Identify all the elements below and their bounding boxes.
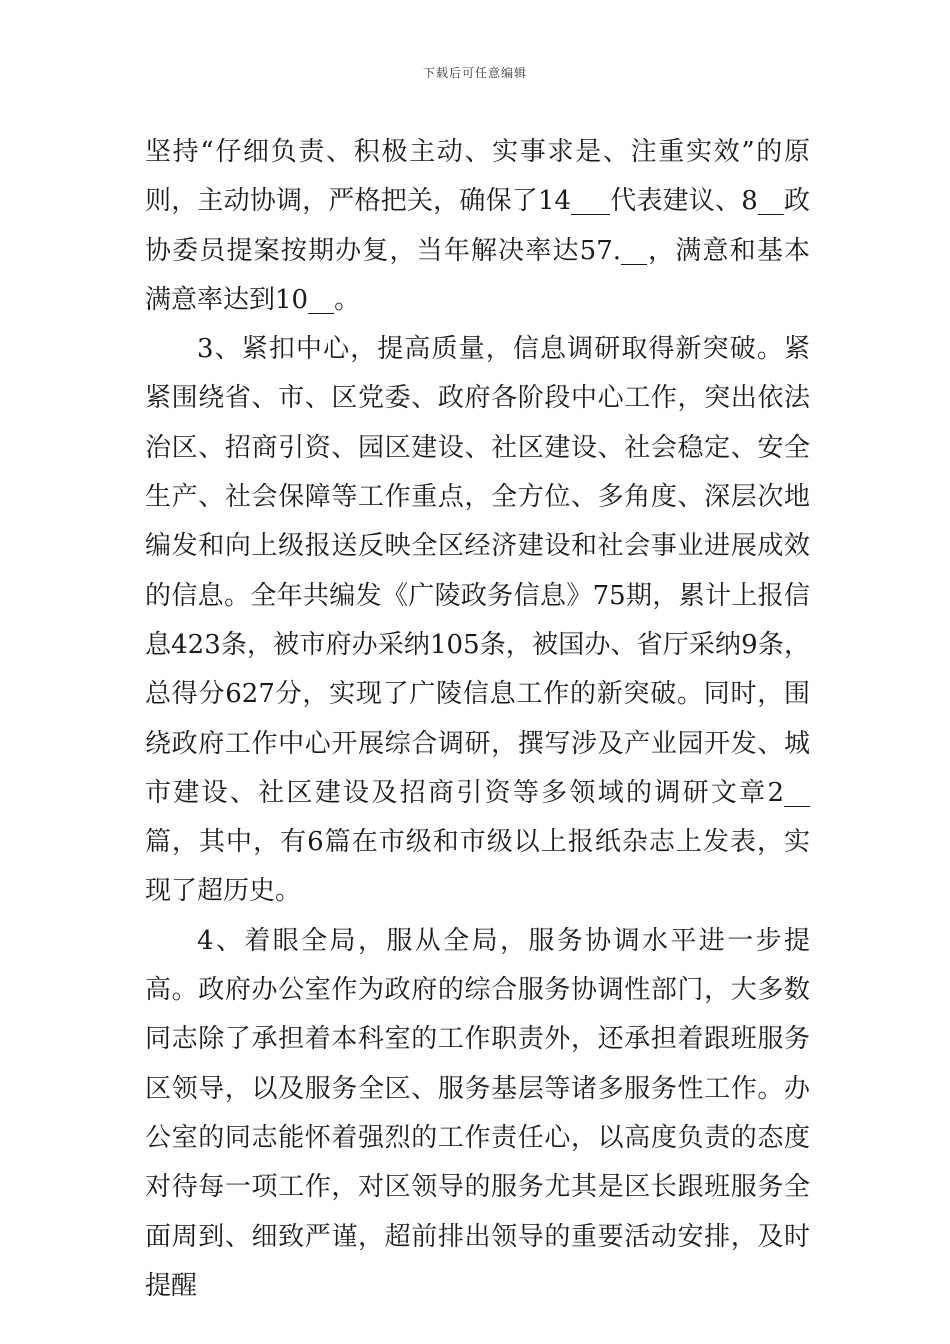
paragraph-1: 坚持“仔细负责、积极主动、实事求是、注重实效”的原则，主动协调，严格把关，确保了14___代表建议、8__政协委员提案按期办复，当年解决率达57.__，满意和基本满意率达到10__。 <box>145 137 810 315</box>
paragraph-3: 4、着眼全局，服从全局，服务协调水平进一步提高。政府办公室作为政府的综合服务协调性部门，大多数同志除了承担着本科室的工作职责外，还承担着跟班服务区领导，以及服务全区、服务基层等诸多服务性工作。办公室的同志能怀着强烈的工作责任心，以高度负责的态度对待每一项工作，对区领导的服务尤其是区长跟班服务全面周到、细致严谨，超前排出领导的重要活动安排，及时提醒 <box>145 925 810 1301</box>
page-header-note: 下载后可任意编辑 <box>422 66 527 80</box>
paragraph-2: 3、紧扣中心，提高质量，信息调研取得新突破。紧紧围绕省、市、区党委、政府各阶段中心工作，突出依法治区、招商引资、园区建设、社区建设、社会稳定、安全生产、社会保障等工作重点，全方位、多角度、深层次地编发和向上级报送反映全区经济建设和社会事业进展成效的信息。全年共编发《广陵政务信息》75期，累计上报信息423条，被市府办采纳105条，被国办、省厅采纳9条，总得分627分，实现了广陵信息工作的新突破。同时，围绕政府工作中心开展综合调研，撰写涉及产业园开发、城市建设、社区建设及招商引资等多领域的调研文章2__篇，其中，有6篇在市级和市级以上报纸杂志上发表，实现了超历史。 <box>145 334 810 907</box>
document-body <box>145 128 810 1311</box>
